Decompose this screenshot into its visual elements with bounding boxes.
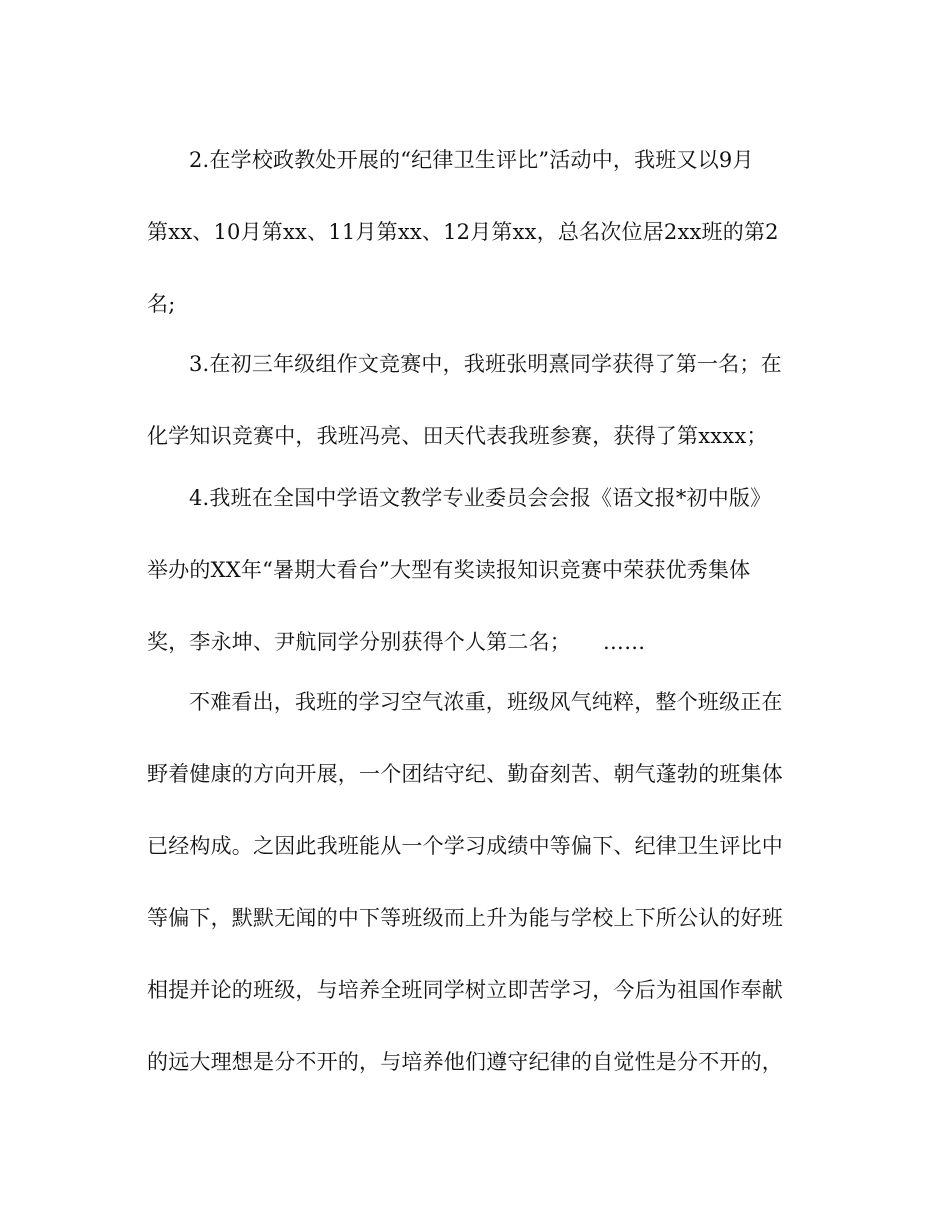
paragraph-line: 相提并论的班级，与培养全班同学树立即苦学习，今后为祖国作奉献 bbox=[147, 978, 783, 1002]
paragraph-line: 3.在初三年级组作文竞赛中，我班张明熹同学获得了第一名；在 bbox=[189, 352, 782, 376]
paragraph-line: 举办的XX年“暑期大看台”大型有奖读报知识竞赛中荣获优秀集体 bbox=[147, 558, 751, 582]
paragraph-line: 名; bbox=[147, 292, 176, 316]
paragraph-line: 的远大理想是分不开的，与培养他们遵守纪律的自觉性是分不开的， bbox=[147, 1050, 783, 1074]
paragraph-line: 化学知识竞赛中，我班冯亮、田天代表我班参赛，获得了第xxxx； bbox=[147, 424, 768, 448]
paragraph-line: 4.我班在全国中学语文教学专业委员会会报《语文报*初中版》 bbox=[189, 486, 772, 510]
paragraph-line: 等偏下，默默无闻的中下等班级而上升为能与学校上下所公认的好班 bbox=[147, 906, 783, 930]
paragraph-line: 不难看出，我班的学习空气浓重，班级风气纯粹，整个班级正在 bbox=[189, 690, 783, 714]
paragraph-line: 野着健康的方向开展，一个团结守纪、勤奋刻苦、朝气蓬勃的班集体 bbox=[147, 762, 783, 786]
paragraph-line: 2.在学校政教处开展的“纪律卫生评比”活动中，我班又以9月 bbox=[189, 148, 754, 172]
paragraph-line: 第xx、10月第xx、11月第xx、12月第xx，总名次位居2xx班的第2 bbox=[147, 220, 779, 244]
paragraph-line: 已经构成。之因此我班能从一个学习成绩中等偏下、纪律卫生评比中 bbox=[147, 834, 783, 858]
paragraph-line: 奖，李永坤、尹航同学分别获得个人第二名； …… bbox=[147, 630, 646, 654]
